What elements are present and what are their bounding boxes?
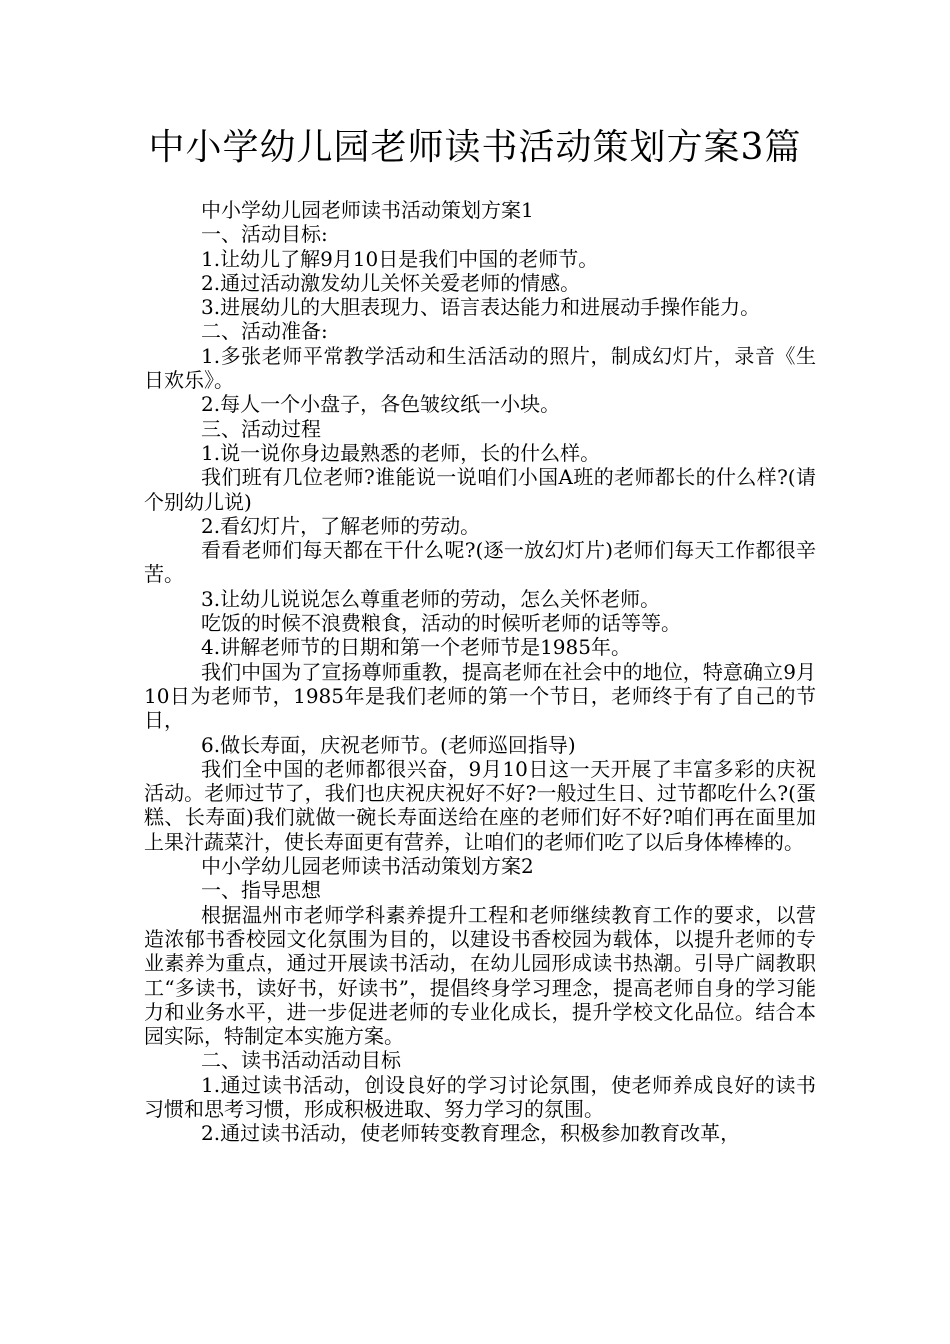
paragraph: 我们班有几位老师?谁能说一说咱们小国A班的老师都长的什么样?(请个别幼儿说) xyxy=(144,465,816,514)
paragraph: 1.说一说你身边最熟悉的老师，长的什么样。 xyxy=(201,440,601,465)
paragraph: 1.通过读书活动，创设良好的学习讨论氛围，使老师养成良好的读书习惯和思考习惯，形成积极进取、努力学习的氛围。 xyxy=(144,1072,816,1121)
paragraph: 2.看幻灯片，了解老师的劳动。 xyxy=(201,513,481,538)
paragraph: 二、活动准备: xyxy=(201,319,328,344)
paragraph: 我们全中国的老师都很兴奋，9月10日这一天开展了丰富多彩的庆祝活动。老师过节了，我们也庆祝庆祝好不好?一般过生日、过节都吃什么?(蛋糕、长寿面)我们就做一碗长寿面送给在座的老师们好不好?咱们再在面里加上果汁蔬菜汁，使长寿面更有营养，让咱们的老师们吃了以后身体棒棒的。 xyxy=(144,756,816,854)
paragraph: 1.多张老师平常教学活动和生活活动的照片，制成幻灯片，录音《生日欢乐》。 xyxy=(144,343,816,393)
paragraph: 看看老师们每天都在干什么呢?(逐一放幻灯片)老师们每天工作都很辛苦。 xyxy=(144,538,816,587)
paragraph: 6.做长寿面，庆祝老师节。(老师巡回指导) xyxy=(201,732,576,757)
document-body xyxy=(144,198,816,1146)
paragraph: 二、读书活动活动目标 xyxy=(201,1048,401,1073)
paragraph: 3.进展幼儿的大胆表现力、语言表达能力和进展动手操作能力。 xyxy=(201,295,761,320)
paragraph: 4.讲解老师节的日期和第一个老师节是1985年。 xyxy=(201,635,631,660)
paragraph: 根据温州市老师学科素养提升工程和老师继续教育工作的要求，以营造浓郁书香校园文化氛围为目的，以建设书香校园为载体，以提升老师的专业素养为重点，通过开展读书活动，在幼儿园形成读书热潮。引导广阔教职工“多读书，读好书，好读书”，提倡终身学习理念，提高老师自身的学习能力和业务水平，进一步促进老师的专业化成长，提升学校文化品位。结合本园实际，特制定本实施方案。 xyxy=(144,902,816,1049)
paragraph: 2.每人一个小盘子，各色皱纹纸一小块。 xyxy=(201,392,561,417)
paragraph: 2.通过活动激发幼儿关怀关爱老师的情感。 xyxy=(201,270,581,295)
paragraph: 三、活动过程 xyxy=(201,416,321,441)
section-heading: 中小学幼儿园老师读书活动策划方案1 xyxy=(201,198,534,222)
paragraph: 1.让幼儿了解9月10日是我们中国的老师节。 xyxy=(201,246,599,271)
paragraph: 一、活动目标: xyxy=(201,222,328,247)
paragraph: 3.让幼儿说说怎么尊重老师的劳动，怎么关怀老师。 xyxy=(201,586,661,611)
paragraph: 吃饭的时候不浪费粮食，活动的时候听老师的话等等。 xyxy=(201,611,681,636)
document-title: 中小学幼儿园老师读书活动策划方案3篇 xyxy=(148,127,802,168)
paragraph: 一、指导思想 xyxy=(201,878,321,903)
section-heading: 中小学幼儿园老师读书活动策划方案2 xyxy=(201,854,534,879)
paragraph: 我们中国为了宣扬尊师重教，提高老师在社会中的地位，特意确立9月10日为老师节，1985年是我们老师的第一个节日，老师终于有了自己的节日， xyxy=(144,659,816,733)
paragraph: 2.通过读书活动，使老师转变教育理念，积极参加教育改革， xyxy=(201,1121,741,1146)
